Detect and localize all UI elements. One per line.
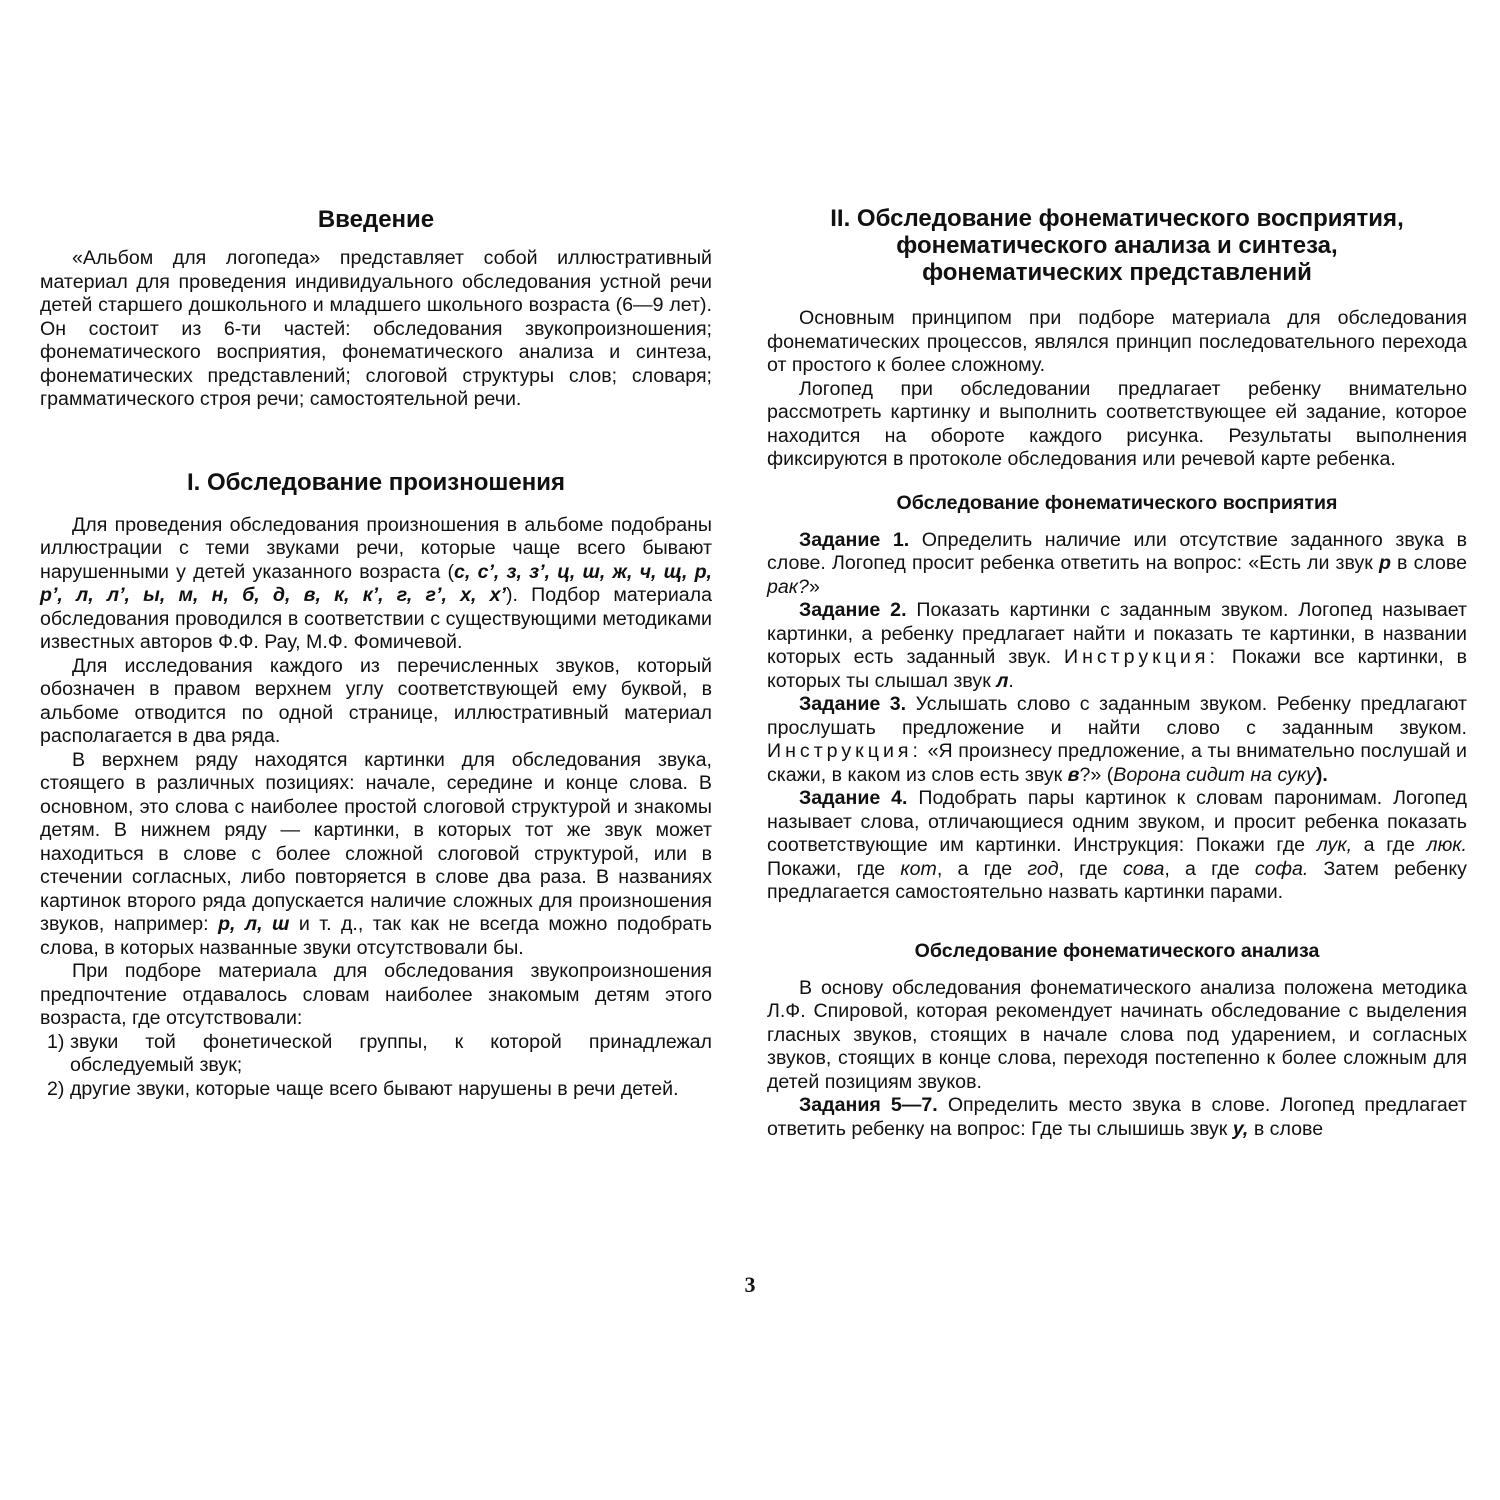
analysis-subheading: Обследование фонематического анализа — [914, 939, 1320, 962]
section2-heading-line-2: фонематического анализа и синтеза, — [896, 232, 1338, 259]
task-1-sound: р — [1378, 552, 1391, 574]
task-1-text-a: Определить наличие или отсутствие заданного звука в слове. Логопед просит ребенка ответить на вопрос: «Есть ли звук — [767, 528, 1467, 574]
section1-paragraph-1 — [40, 514, 712, 655]
task-3-label: Задание 3. — [799, 693, 907, 715]
task-4-paragraph — [767, 787, 1467, 905]
task-4-word-1: лук, — [1316, 834, 1353, 856]
task-1-text-c: » — [808, 575, 820, 598]
task-5-7-text-b: в слове — [1248, 1117, 1324, 1140]
task-4-text-g: Затем ребенку предлагается самостоятельно назвать картинки парами. — [767, 857, 1467, 903]
task-1-text-b: в слове — [1390, 552, 1468, 574]
section1-p3-text-a: В верхнем ряду находятся картинки для обследования звука, стоящего в различных позициях: начале, середине и конце слова. В основном, это слова с наиболее простой слоговой структурой и знакомы детям. В нижнем ряду — картинки, в которых тот же звук может находиться в слове с более сложной слоговой структурой, или в стечении согласных, либо повторяется в слове два раза. В названиях картинок второго ряда допускается наличие сложных для произношения звуков, например: — [40, 748, 712, 935]
task-4-word-3: кот — [900, 857, 937, 880]
task-2-text-c: . — [1008, 669, 1014, 692]
task-5-7-label: Задания 5—7. — [799, 1094, 938, 1116]
task-3-text-d: ). — [1315, 763, 1328, 786]
task-3-text-a: Услышать слово с заданным звуком. Ребенку предлагают прослушать предложение и найти слово с заданным звуком. — [767, 693, 1467, 739]
task-4-text-d: , а где — [936, 857, 1028, 880]
task-5-7-paragraph — [767, 1094, 1467, 1141]
exclusion-list — [40, 1031, 712, 1102]
task-5-7-text-a: Определить место звука в слове. Логопед предлагает ответить ребенку на вопрос: Где ты слышишь звук — [767, 1094, 1467, 1140]
task-4-text-c: Покажи, где — [767, 857, 901, 880]
list-item-number: 1) — [47, 1030, 65, 1053]
section1-paragraph-2: Для исследования каждого из перечисленных звуков, который обозначен в правом верхнем углу соответствующей ему буквой, в альбоме отводится по одной странице, иллюстративный материал располагается в два ряда. — [40, 654, 712, 747]
task-4-label: Задание 4. — [799, 787, 908, 809]
analysis-paragraph: В основу обследования фонематического анализа положена методика Л.Ф. Спировой, которая рекомендует начинать обследование с выделения гласных звуков, стоящих в начале слова под ударением, и согласных звуков, стоящих в конце слова, переходя постепенно к более сложным для детей позициям звуков. — [767, 976, 1467, 1093]
task-4-text-f: , а где — [1164, 857, 1255, 880]
task-2-sound: л — [996, 669, 1009, 692]
task-2-paragraph — [767, 599, 1467, 693]
section1-paragraph-3 — [40, 749, 712, 961]
section1-p1-text-a: Для проведения обследования произношения в альбоме подобраны иллюстрации с теми звуками речи, которые чаще всего бывают нарушенными у детей указанного возраста ( — [40, 513, 712, 583]
left-column — [40, 200, 712, 1101]
task-4-text-b: а где — [1352, 834, 1427, 856]
task-3-instruction: Инструкция: — [767, 740, 922, 762]
task-2-instruction: Инструкция: — [1063, 646, 1219, 668]
list-item — [40, 1078, 712, 1102]
section2-heading — [767, 205, 1467, 286]
task-2-text-a: Показать картинки с заданным звуком. Логопед называет картинки, а ребенку предлагает найти и показать те картинки, в названии которых есть заданный звук. — [767, 599, 1467, 668]
task-3-example: Ворона сидит на суку — [1113, 763, 1316, 786]
intro-heading: Введение — [317, 206, 435, 233]
right-column — [767, 205, 1467, 1141]
section2-heading-line-1: II. Обследование фонематического восприятия, — [830, 205, 1404, 232]
list-item-number: 2) — [47, 1077, 65, 1100]
task-1-paragraph — [767, 529, 1467, 600]
section1-sound-list: с, с’, з, з’, ц, ш, ж, ч, щ, р, р’, л, л’, ы, м, н, б, д, в, к, к’, г, г’, х, х’ — [40, 560, 712, 606]
section1-paragraph-4: При подборе материала для обследования звукопроизношения предпочтение отдавалось словам наиболее знакомым детям этого возраста, где отсутствовали: — [40, 960, 712, 1029]
section1-p3-sounds: р, л, ш — [218, 913, 290, 935]
task-4-word-5: сова — [1122, 857, 1165, 880]
intro-paragraph: «Альбом для логопеда» представляет собой иллюстративный материал для проведения индивидуального обследования устной речи детей старшего дошкольного и младшего школьного возраста (6—9 лет). Он состоит из 6-ти частей: обследования звукопроизношения; фонематического восприятия, фонематического анализа и синтеза, фонематических представлений; слоговой структуры слов; словаря; грамматического строя речи; самостоятельной речи. — [40, 247, 712, 410]
perception-subheading: Обследование фонематического восприятия — [896, 491, 1338, 514]
page-number: 3 — [744, 1272, 756, 1297]
section2-paragraph-2: Логопед при обследовании предлагает ребенку внимательно рассмотреть картинку и выполнить соответствующее ей задание, которое находится на обороте каждого рисунка. Результаты выполнения фиксируются в протоколе обследования или речевой карте ребенка. — [767, 377, 1467, 470]
section2-paragraph-1: Основным принципом при подборе материала для обследования фонематических процессов, являлся принцип последовательного перехода от простого к более сложному. — [767, 307, 1467, 376]
task-3-paragraph — [767, 693, 1467, 787]
section2-heading-line-3: фонематических представлений — [922, 259, 1312, 286]
task-4-word-6: софа. — [1254, 857, 1309, 880]
task-1-label: Задание 1. — [799, 528, 910, 551]
task-3-text-c: ?» ( — [1079, 763, 1114, 786]
task-4-text-e: , где — [1058, 857, 1123, 880]
section1-p1-text-b: ). Подбор материала обследования проводился в соответствии с существующими методиками известных авторов Ф.Ф. Рау, М.Ф. Фомичевой. — [40, 584, 713, 653]
list-item-text: другие звуки, которые чаще всего бывают нарушены в речи детей. — [70, 1077, 679, 1100]
list-item — [40, 1031, 712, 1078]
task-5-7-sound: у, — [1232, 1117, 1249, 1140]
section1-p3-text-b: и т. д., так как не всегда можно подобрать слова, в которых названные звуки отсутствовали бы. — [40, 913, 712, 959]
list-item-text: звуки той фонетической группы, к которой принадлежал обследуемый звук; — [70, 1030, 712, 1076]
task-3-text-b: «Я произнесу предложение, а ты внимательно послушай и скажи, в каком из слов есть звук — [767, 740, 1467, 786]
task-2-label: Задание 2. — [799, 599, 907, 621]
task-4-word-2: люк. — [1426, 834, 1467, 856]
section1-heading: I. Обследование произношения — [186, 468, 565, 496]
task-4-text-a: Подобрать пары картинок к словам паронимам. Логопед называет слова, отличающиеся одним звуком, и просит ребенка показать соответствующие им картинки. Инструкция: Покажи где — [767, 787, 1467, 856]
task-3-sound: в — [1067, 763, 1080, 786]
task-4-word-4: год — [1027, 857, 1059, 880]
task-2-text-b: Покажи все картинки, в которых ты слышал звук — [767, 646, 1467, 692]
task-1-word: рак? — [767, 575, 809, 598]
